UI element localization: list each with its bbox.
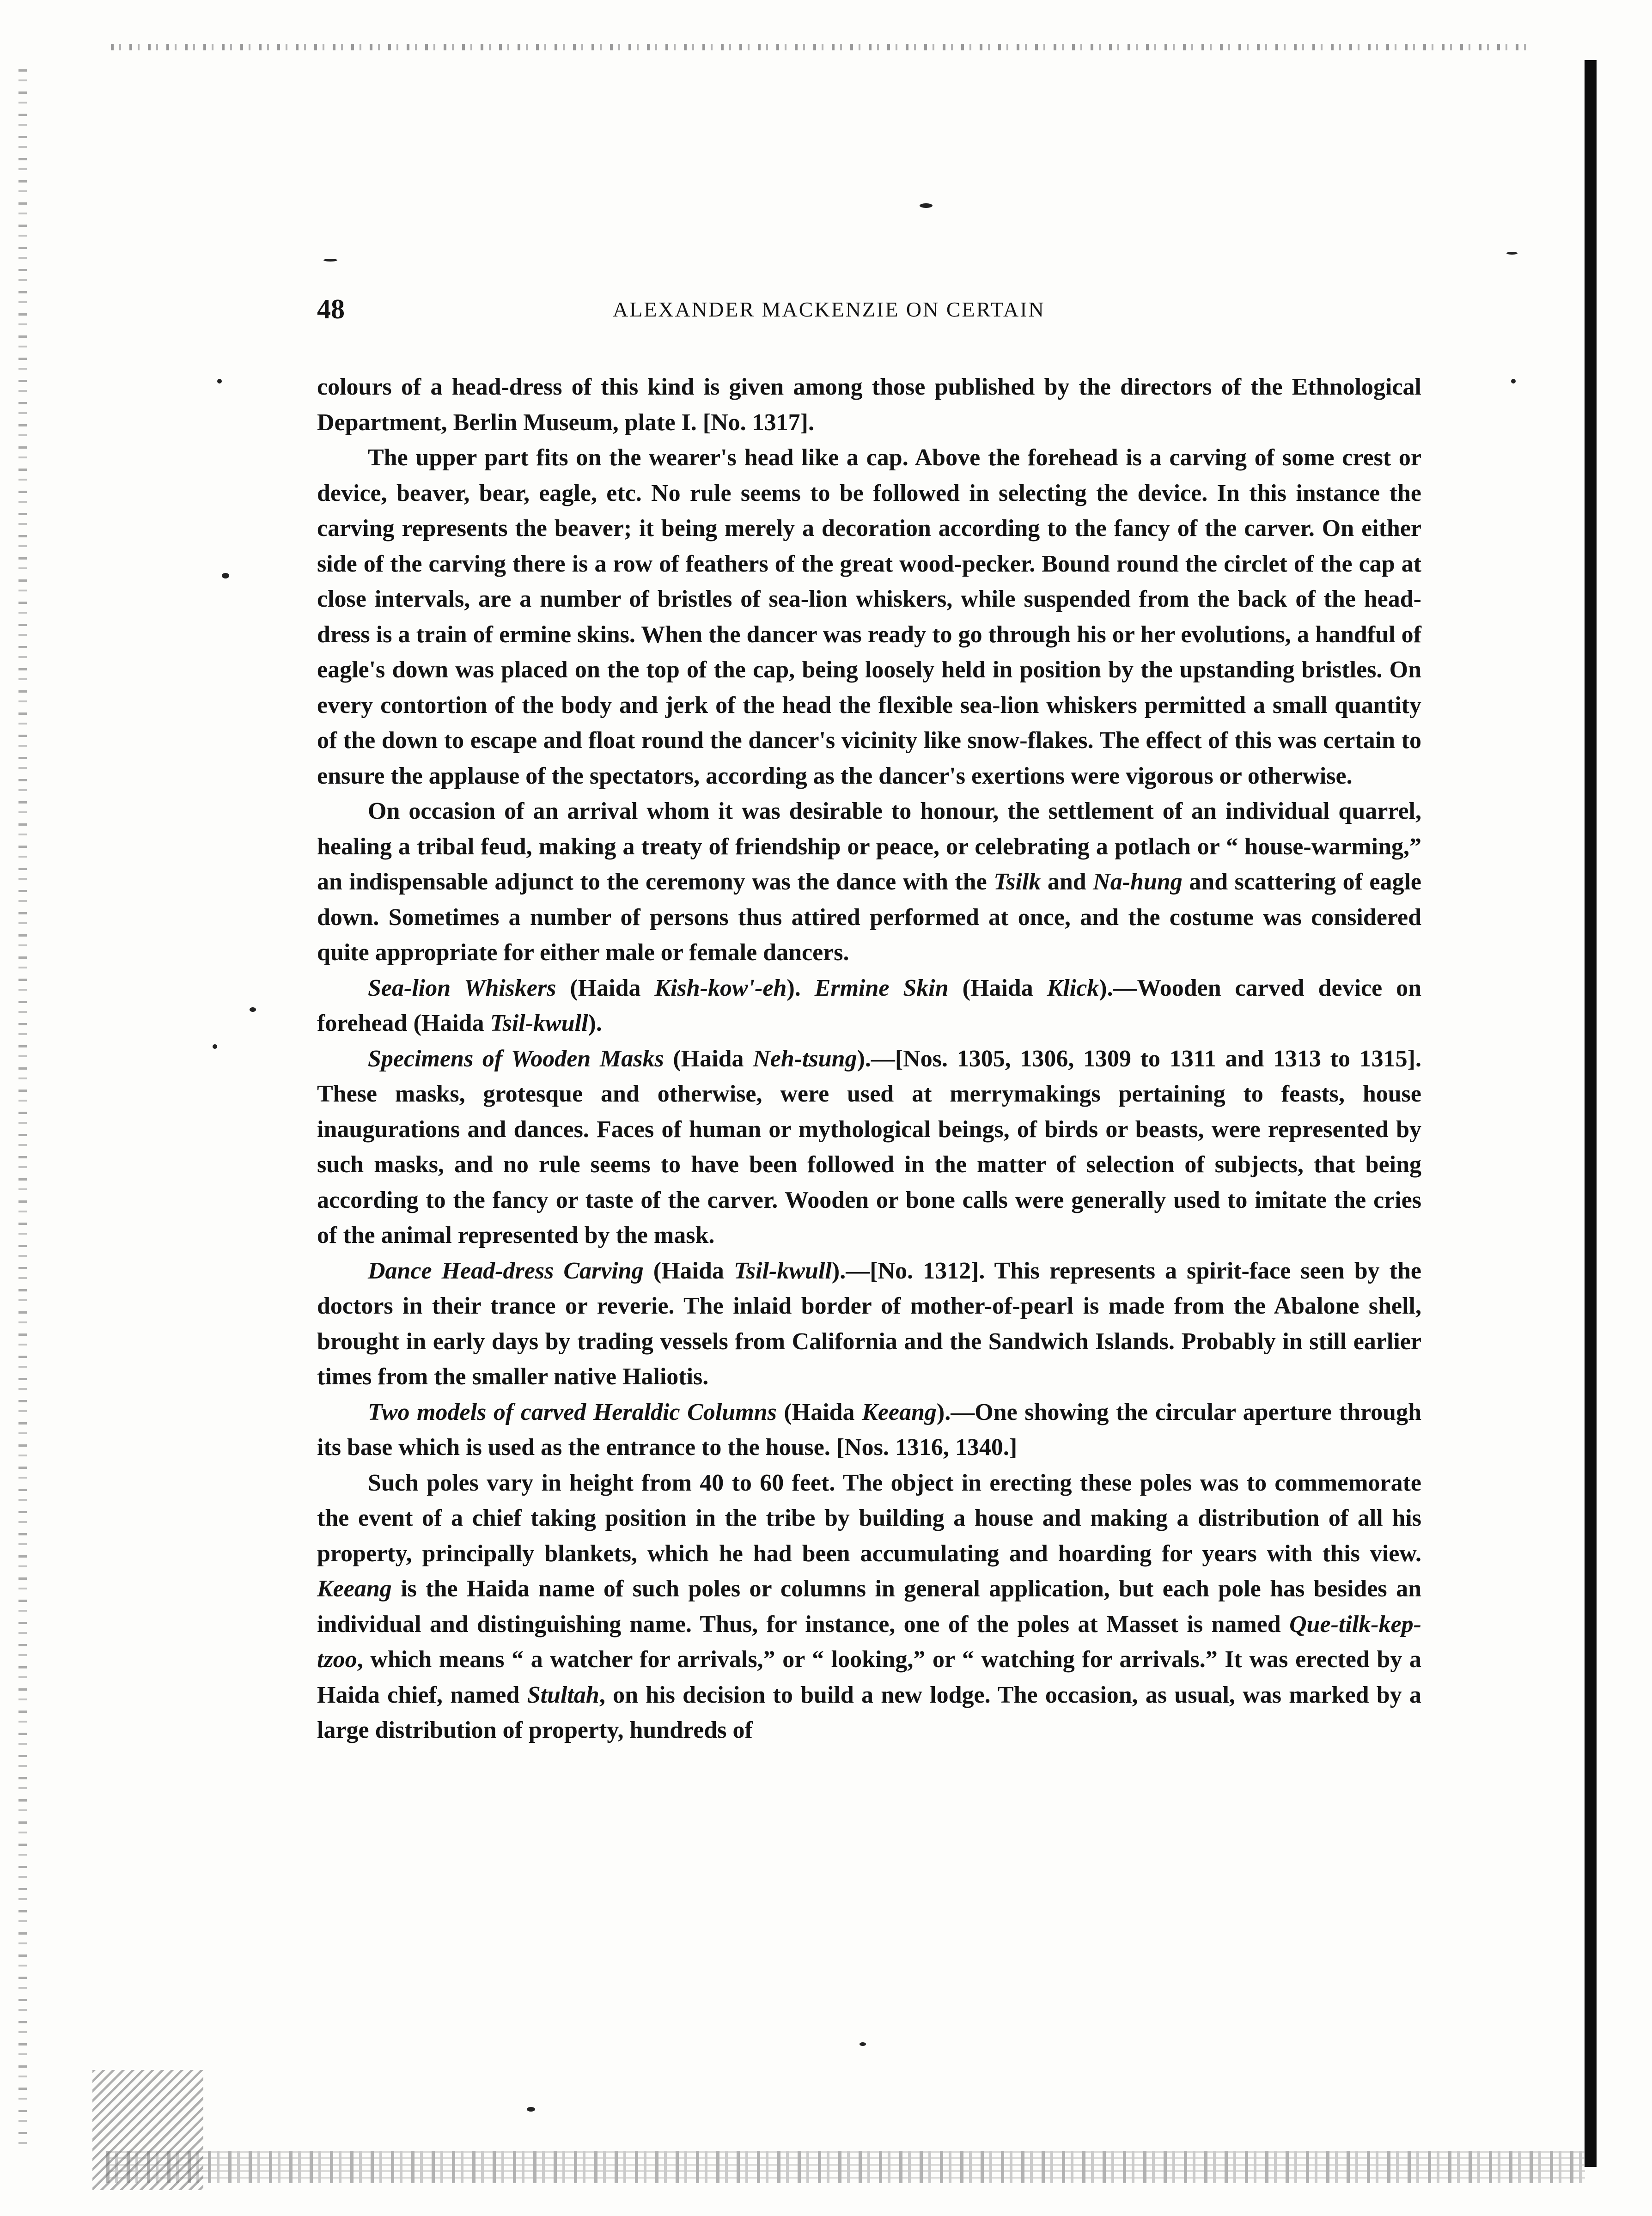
italic-term: Keeang <box>317 1576 392 1602</box>
paragraph <box>317 971 1421 1041</box>
italic-term: Neh-tsung <box>753 1045 857 1072</box>
italic-term: Specimens of Wooden Masks <box>368 1045 664 1072</box>
text-run: ).—Wooden carved device on forehead (Haida <box>317 974 1422 1036</box>
text-run: colours of a head-dress of this kind is given among those published by the directors of the Ethnological Department, Berlin Museum, plate I. [No. 1317]. <box>317 374 1421 436</box>
text-run: ).—[Nos. 1305, 1306, 1309 to 1311 and 1313 to 1315]. These masks, grotesque and otherwise, were used at merrymakings pertaining to feasts, house inaugurations and dances. Faces of human or mythological beings, of birds or beasts, were represented by such masks, and no rule seems to have been followed in the matter of selection of subjects, that being according to the fancy or taste of the carver. Wooden or bone calls were generally used to imitate the cries of the animal represented by the mask. <box>317 1045 1421 1248</box>
italic-term: Sea-lion Whiskers <box>368 974 556 1001</box>
paragraph <box>317 1395 1421 1466</box>
text-run: ).—[No. 1312]. This represents a spirit-face seen by the doctors in their trance or reverie. The inlaid border of mother-of-pearl is made from the Abalone shell, brought in early days by trading vessels from California and the Sandwich Islands. Probably in still earlier times from the smaller native Haliotis. <box>317 1257 1421 1390</box>
scan-speck <box>1506 252 1518 255</box>
scan-speck <box>222 573 229 578</box>
scan-speck <box>213 1044 217 1049</box>
scan-speck <box>250 1007 256 1012</box>
scan-speck <box>217 379 222 384</box>
text-run: and <box>1041 869 1093 895</box>
italic-term: Klick <box>1047 974 1099 1001</box>
text-run: (Haida <box>948 974 1047 1001</box>
italic-term: Kish-kow'-eh <box>654 974 787 1001</box>
paragraph <box>317 1466 1421 1748</box>
scan-speck <box>527 2107 535 2112</box>
scan-speck <box>323 259 337 262</box>
paragraph <box>317 440 1421 794</box>
text-run: (Haida <box>776 1399 862 1425</box>
italic-term: Na-hung <box>1093 869 1183 895</box>
italic-term: Two models of carved Heraldic Columns <box>368 1399 777 1425</box>
text-run: and scattering of eagle down. Sometimes a number of persons thus attired performed at once, and the costume was considered quite appropriate for either male or female dancers. <box>317 869 1421 966</box>
scan-speck <box>1511 379 1516 384</box>
text-run: (Haida <box>556 974 655 1001</box>
scan-corner-noise <box>92 2070 203 2190</box>
paragraph <box>317 794 1421 971</box>
italic-term: Tsilk <box>994 869 1041 895</box>
paragraph <box>317 370 1421 440</box>
text-run: , which means “ a watcher for arrivals,” or “ looking,” or “ watching for arrivals.” It was erected by a Haida chief, named <box>317 1646 1421 1708</box>
running-head: ALEXANDER MACKENZIE ON CERTAIN <box>613 298 1045 321</box>
scan-speck <box>920 203 933 208</box>
text-run: ).—One showing the circular aperture through its base which is used as the entrance to the house. [Nos. 1316, 1340.] <box>317 1399 1422 1461</box>
italic-term: Tsil-kwull <box>490 1010 588 1036</box>
scan-speck <box>860 2042 866 2046</box>
text-run: On occasion of an arrival whom it was desirable to honour, the settlement of an individual quarrel, healing a tribal feud, making a treaty of friendship or peace, or celebrating a potlach or “ house-warming,” an indispensable adjunct to the ceremony was the dance with the <box>317 798 1421 895</box>
page-number: 48 <box>317 294 345 324</box>
text-run: Such poles vary in height from 40 to 60 feet. The object in erecting these poles was to commemorate the event of a chief taking position in the tribe by building a house and making a distribution of all his property, principally blankets, which he had been accumulating and hoarding for years with this view. <box>317 1469 1421 1567</box>
body-text <box>317 370 1421 1748</box>
paragraph <box>317 1041 1421 1254</box>
text-run: (Haida <box>664 1045 753 1072</box>
scan-edge-left <box>18 69 27 2149</box>
text-run: , on his decision to build a new lodge. The occasion, as usual, was marked by a large distribution of property, hundreds of <box>317 1681 1421 1743</box>
italic-term: Stultah <box>527 1681 599 1708</box>
scan-edge-bottom <box>106 2151 1585 2183</box>
text-run: ). <box>786 974 815 1001</box>
italic-term: Dance Head-dress Carving <box>368 1257 644 1284</box>
text-run: The upper part fits on the wearer's head like a cap. Above the forehead is a carving of some crest or device, beaver, bear, eagle, etc. No rule seems to be followed in selecting the device. In this instance the carving represents the beaver; it being merely a decoration according to the fancy of the carver. On either side of the carving there is a row of feathers of the great wood-pecker. Bound round the circlet of the cap at close intervals, are a number of bristles of sea-lion whiskers, while suspended from the back of the head-dress is a train of ermine skins. When the dancer was ready to go through his or her evolutions, a handful of eagle's down was placed on the top of the cap, being loosely held in position by the upstanding bristles. On every contortion of the body and jerk of the head the flexible sea-lion whiskers permitted a small quantity of the down to escape and float round the dancer's vicinity like snow-flakes. The effect of this was certain to ensure the applause of the spectators, according as the dancer's exertions were vigorous or otherwise. <box>317 444 1421 789</box>
page-header <box>317 293 1421 330</box>
scan-edge-top <box>111 44 1534 50</box>
paragraph <box>317 1254 1421 1395</box>
italic-term: Keeang <box>862 1399 937 1425</box>
text-run: is the Haida name of such poles or columns in general application, but each pole has besides an individual and distinguishing name. Thus, for instance, one of the poles at Masset is named <box>317 1576 1421 1638</box>
italic-term: Tsil-kwull <box>733 1257 832 1284</box>
text-run: (Haida <box>643 1257 734 1284</box>
text-run: ). <box>588 1010 602 1036</box>
scan-edge-right <box>1585 60 1597 2167</box>
italic-term: Que-tilk-kep-tzoo <box>317 1611 1421 1673</box>
italic-term: Ermine Skin <box>814 974 949 1001</box>
